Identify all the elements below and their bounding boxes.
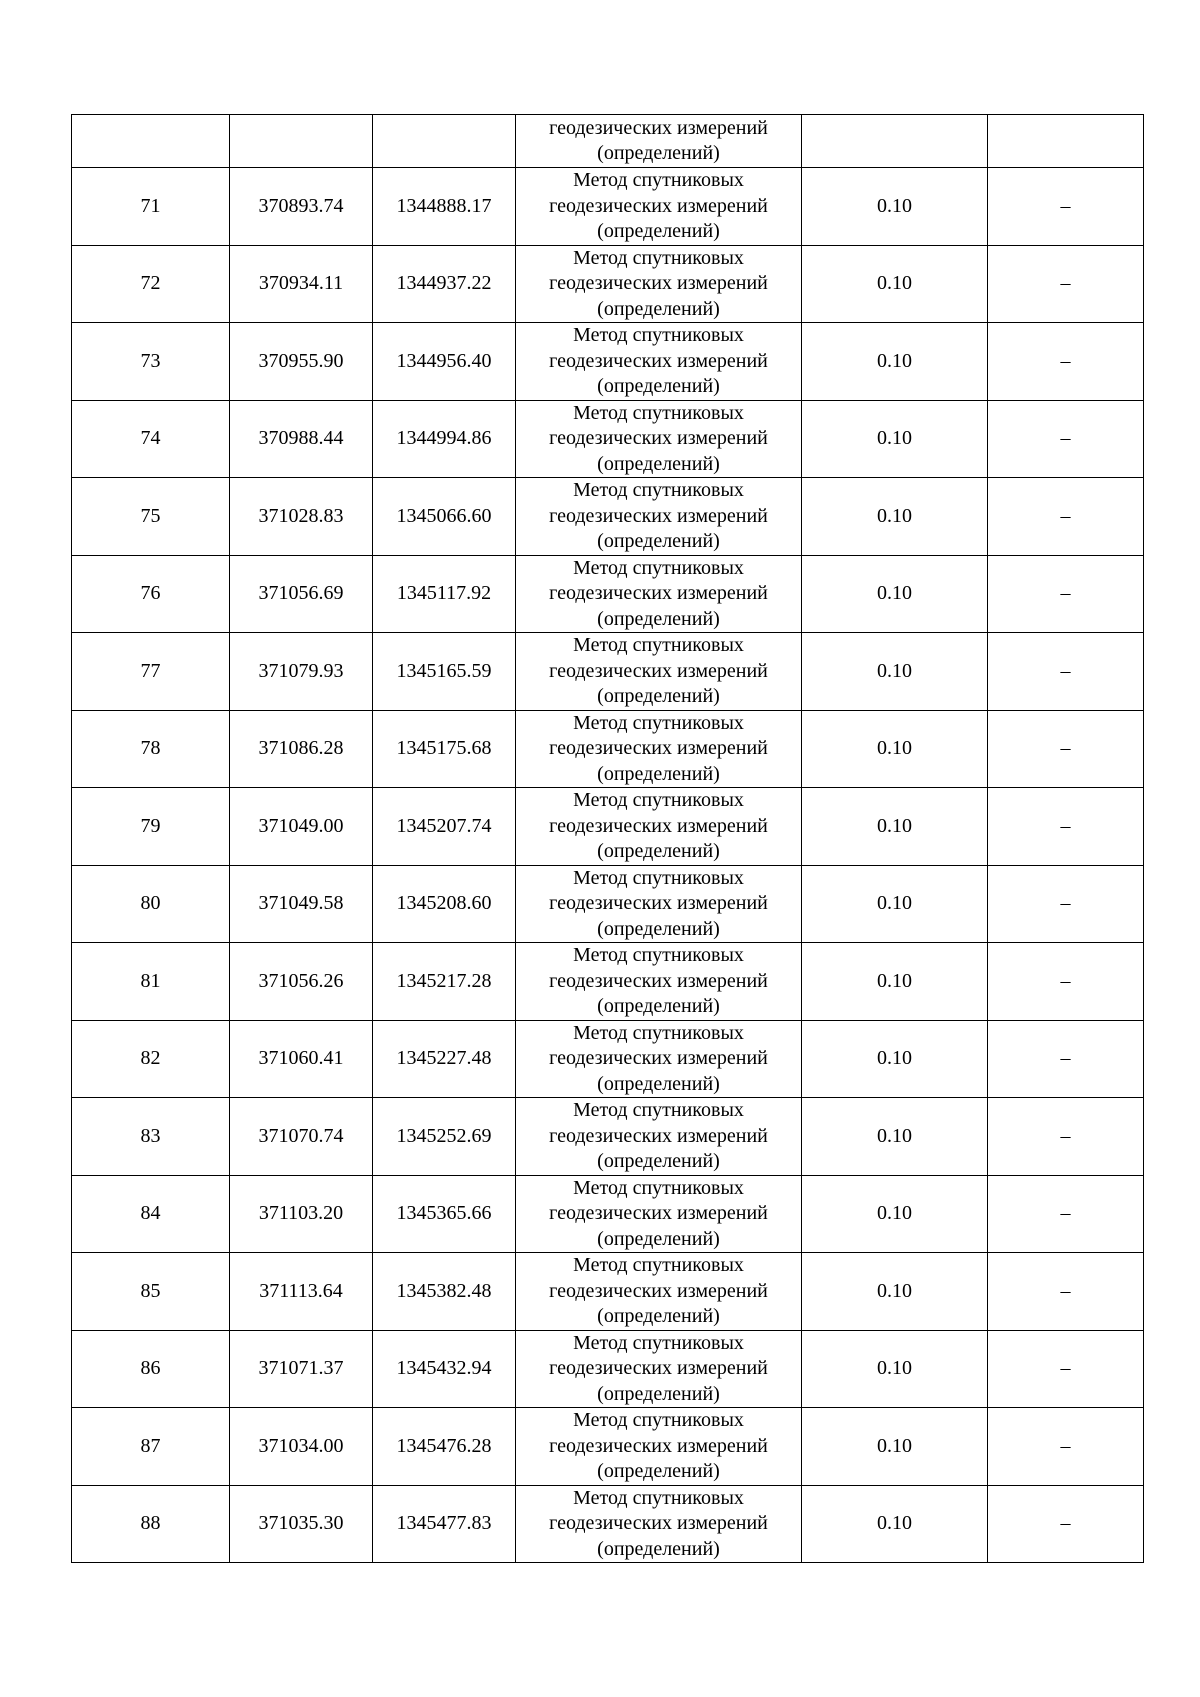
method-line: (определений) [597,685,720,707]
cell-point-number: 78 [72,710,230,788]
cell-method [516,1020,802,1098]
cell-y-coordinate: 1344937.22 [373,245,516,323]
cell-point-number: 84 [72,1175,230,1253]
method-line: (определений) [597,1227,720,1250]
cell-accuracy: 0.10 [802,478,988,556]
cell-method [516,1330,802,1408]
cell-method [516,865,802,943]
method-line: Метод спутниковых [573,479,744,501]
method-line: геодезических измерений [549,116,768,139]
cell-point-number: 73 [72,323,230,401]
table-row [72,633,1144,711]
table-row [72,323,1144,401]
method-line: Метод спутниковых [573,246,744,269]
cell-y-coordinate: 1345365.66 [373,1175,516,1253]
cell-note: – [988,478,1144,556]
cell-point-number: 75 [72,478,230,556]
cell-y-coordinate: 1345175.68 [373,710,516,788]
cell-point-number: 71 [72,168,230,246]
cell-x-coordinate: 371049.00 [230,788,373,866]
cell-point-number: 80 [72,865,230,943]
table-row [72,1485,1144,1563]
cell-x-coordinate: 371086.28 [230,710,373,788]
table-row [72,1020,1144,1098]
method-line: Метод спутниковых [573,1099,744,1121]
method-line: геодезических измерений [549,892,768,914]
continuation-row [72,115,1144,168]
method-line: Метод спутниковых [573,1331,744,1354]
cell-note: – [988,245,1144,323]
cell-x-coordinate: 371071.37 [230,1330,373,1408]
cell-accuracy: 0.10 [802,1253,988,1331]
table-body [72,115,1144,1563]
cell-note: – [988,1175,1144,1253]
cell-x-coordinate: 371103.20 [230,1175,373,1253]
cell-note: – [988,788,1144,866]
method-line: геодезических измерений [549,814,768,837]
cell-method [516,115,802,168]
method-line: геодезических измерений [549,272,768,294]
cell-note: – [988,1253,1144,1331]
cell-y-coordinate: 1344994.86 [373,400,516,478]
cell-x-coordinate: 371049.58 [230,865,373,943]
cell-accuracy: 0.10 [802,943,988,1021]
cell-accuracy: 0.10 [802,1175,988,1253]
method-line: Метод спутниковых [573,1176,744,1199]
cell-y-coordinate: 1345217.28 [373,943,516,1021]
cell-note: – [988,555,1144,633]
cell-y-coordinate: 1345208.60 [373,865,516,943]
cell-y-coordinate: 1345066.60 [373,478,516,556]
cell-point-number: 88 [72,1485,230,1563]
method-line: геодезических измерений [549,194,768,217]
cell-accuracy: 0.10 [802,1485,988,1563]
method-line: Метод спутниковых [573,556,744,579]
method-line: геодезических измерений [549,1357,768,1379]
cell-point-number: 83 [72,1098,230,1176]
method-line: геодезических измерений [549,1434,768,1457]
cell-method [516,1253,802,1331]
cell-y-coordinate: 1345476.28 [373,1408,516,1486]
cell-note: – [988,633,1144,711]
cell-method [516,168,802,246]
table-row [72,1330,1144,1408]
method-line: Метод спутниковых [573,634,744,656]
method-line: (определений) [597,995,720,1017]
cell-accuracy: 0.10 [802,865,988,943]
cell-method [516,1485,802,1563]
cell-point-number: 81 [72,943,230,1021]
cell-accuracy: 0.10 [802,1020,988,1098]
cell-point-number: 72 [72,245,230,323]
method-line: Метод спутниковых [573,1254,744,1276]
cell-point-number: 85 [72,1253,230,1331]
method-line: (определений) [597,297,720,320]
cell-note: – [988,1098,1144,1176]
cell-y-coordinate [373,115,516,168]
cell-x-coordinate: 371113.64 [230,1253,373,1331]
cell-note: – [988,943,1144,1021]
cell-y-coordinate: 1345382.48 [373,1253,516,1331]
cell-x-coordinate: 370988.44 [230,400,373,478]
cell-x-coordinate: 370934.11 [230,245,373,323]
method-line: (определений) [597,1382,720,1405]
method-line: Метод спутниковых [573,169,744,191]
cell-x-coordinate: 371070.74 [230,1098,373,1176]
method-line: (определений) [597,142,720,164]
cell-accuracy: 0.10 [802,1408,988,1486]
cell-point-number: 74 [72,400,230,478]
cell-y-coordinate: 1345477.83 [373,1485,516,1563]
cell-x-coordinate: 371028.83 [230,478,373,556]
cell-note: – [988,865,1144,943]
cell-accuracy: 0.10 [802,633,988,711]
cell-point-number [72,115,230,168]
method-line: Метод спутниковых [573,401,744,424]
cell-x-coordinate: 370955.90 [230,323,373,401]
method-line: геодезических измерений [549,659,768,682]
cell-method [516,478,802,556]
method-line: Метод спутниковых [573,944,744,966]
method-line: геодезических измерений [549,1512,768,1534]
cell-x-coordinate: 371056.69 [230,555,373,633]
cell-method [516,245,802,323]
method-line: геодезических измерений [549,1279,768,1302]
table-row [72,168,1144,246]
cell-note: – [988,1485,1144,1563]
method-line: (определений) [597,530,720,552]
cell-note: – [988,710,1144,788]
cell-accuracy: 0.10 [802,323,988,401]
cell-y-coordinate: 1345227.48 [373,1020,516,1098]
method-line: (определений) [597,1150,720,1172]
cell-point-number: 87 [72,1408,230,1486]
table-row [72,400,1144,478]
method-line: (определений) [597,1072,720,1095]
cell-y-coordinate: 1345207.74 [373,788,516,866]
cell-note: – [988,168,1144,246]
cell-accuracy: 0.10 [802,400,988,478]
method-line: геодезических измерений [549,349,768,372]
table-row [72,478,1144,556]
cell-point-number: 79 [72,788,230,866]
cell-y-coordinate: 1344888.17 [373,168,516,246]
cell-method [516,323,802,401]
method-line: геодезических измерений [549,737,768,759]
table-row [72,555,1144,633]
cell-accuracy: 0.10 [802,555,988,633]
table-row [72,943,1144,1021]
cell-accuracy: 0.10 [802,788,988,866]
cell-x-coordinate: 371079.93 [230,633,373,711]
cell-point-number: 76 [72,555,230,633]
method-line: Метод спутниковых [573,711,744,734]
cell-note [988,115,1144,168]
cell-accuracy: 0.10 [802,245,988,323]
cell-x-coordinate: 370893.74 [230,168,373,246]
cell-x-coordinate: 371056.26 [230,943,373,1021]
cell-method [516,788,802,866]
cell-note: – [988,400,1144,478]
cell-x-coordinate: 371060.41 [230,1020,373,1098]
method-line: геодезических измерений [549,582,768,604]
table-row [72,710,1144,788]
cell-method [516,1098,802,1176]
table-row [72,1253,1144,1331]
table-row [72,1408,1144,1486]
method-line: (определений) [597,375,720,397]
cell-point-number: 82 [72,1020,230,1098]
cell-accuracy: 0.10 [802,1330,988,1408]
cell-method [516,943,802,1021]
method-line: Метод спутниковых [573,789,744,811]
method-line: геодезических измерений [549,427,768,449]
cell-accuracy: 0.10 [802,1098,988,1176]
cell-method [516,400,802,478]
method-line: (определений) [597,1460,720,1482]
method-line: Метод спутниковых [573,1021,744,1044]
table-row [72,1098,1144,1176]
method-line: Метод спутниковых [573,1409,744,1431]
cell-y-coordinate: 1345117.92 [373,555,516,633]
method-line: геодезических измерений [549,1124,768,1147]
cell-y-coordinate: 1344956.40 [373,323,516,401]
cell-x-coordinate [230,115,373,168]
cell-method [516,1408,802,1486]
cell-note: – [988,1020,1144,1098]
method-line: (определений) [597,762,720,785]
method-line: (определений) [597,1305,720,1327]
method-line: (определений) [597,220,720,242]
cell-note: – [988,323,1144,401]
method-line: геодезических измерений [549,969,768,992]
cell-note: – [988,1408,1144,1486]
table-row [72,788,1144,866]
method-line: (определений) [597,840,720,862]
method-line: геодезических измерений [549,1047,768,1069]
cell-accuracy [802,115,988,168]
cell-method [516,555,802,633]
cell-point-number: 77 [72,633,230,711]
cell-note: – [988,1330,1144,1408]
method-line: геодезических измерений [549,1202,768,1224]
cell-method [516,710,802,788]
table-row [72,865,1144,943]
cell-method [516,1175,802,1253]
method-line: (определений) [597,607,720,630]
method-line: Метод спутниковых [573,1486,744,1509]
method-line: (определений) [597,1537,720,1560]
method-line: (определений) [597,452,720,475]
cell-point-number: 86 [72,1330,230,1408]
cell-method [516,633,802,711]
method-line: (определений) [597,917,720,940]
cell-accuracy: 0.10 [802,168,988,246]
coordinates-table [71,114,1144,1563]
cell-x-coordinate: 371034.00 [230,1408,373,1486]
cell-y-coordinate: 1345165.59 [373,633,516,711]
table-row [72,245,1144,323]
method-line: Метод спутниковых [573,866,744,889]
cell-accuracy: 0.10 [802,710,988,788]
table-row [72,1175,1144,1253]
method-line: Метод спутниковых [573,324,744,346]
cell-x-coordinate: 371035.30 [230,1485,373,1563]
cell-y-coordinate: 1345252.69 [373,1098,516,1176]
cell-y-coordinate: 1345432.94 [373,1330,516,1408]
method-line: геодезических измерений [549,504,768,527]
